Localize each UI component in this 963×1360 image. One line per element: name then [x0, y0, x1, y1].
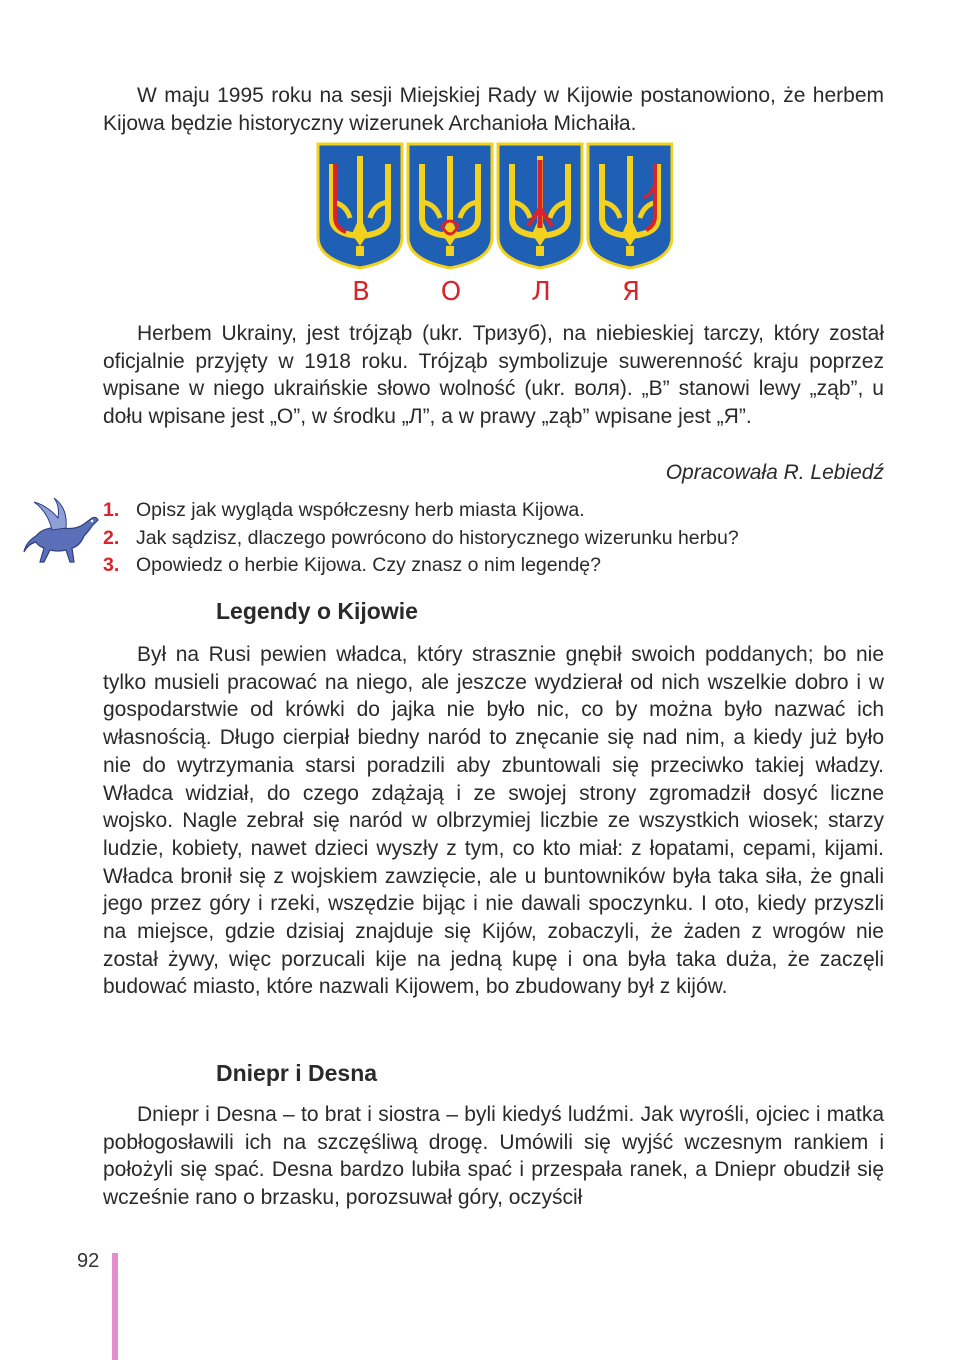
herb-paragraph: Herbem Ukrainy, jest trójząb (ukr. Тризуб), na niebieskiej tarczy, który został oficjalnie przyjęty w 1918 roku. Trójząb symbolizuje suwerenność kraju poprzez wpisane w niego ukraińskie słowo wolność (ukr. воля). „В” stanowi lewy „ząb”, u dołu wpisane jest „О”, w środku „Л”, a w prawy „ząb” wpisane jest „Я”. [103, 322, 884, 429]
ukraine-trident-emblem [313, 140, 673, 308]
section-heading-dniepr: Dniepr i Desna [216, 1060, 378, 1086]
legend-paragraph: Był na Rusi pewien władca, który strasznie gnębił swoich poddanych; bo nie tylko musieli pracować na niego, ale jeszcze wydzierał od nich wszelkie dobro i w gospodarstwie od krówki do jajka nie było nic, co by można było nazwać ich własnością. Długo cierpiał biedny naród to znęcanie się nad nim, a kiedy już było nie do wytrzymania starsi poradzili aby zbuntowali się przeciwko takiej władzy. Władca widział, do czego zdążają i ze swojej strony zgromadził dosyć liczne wojsko. Nagle zebrał się naród w olbrzymiej liczbie ze wszystkich wiosek; starzy ludzie, kobiety, nawet dzieci wyszły z tym, co kto miał: z łopatami, cepami, kijami. Władca bronił się z wojskiem zawzięcie, ale u buntowników była taka siła, że gnali jego przez góry i rzeki, wszędzie bijąc i nie dawali spoczynku. I oto, kiedy przyszli na miejsce, gdzie dzisiaj znajduje się Kijów, zobaczyli, że żaden z wrogów nie został żywy, więc porzucali kije na jedną kupę i ona była taka duża, że zaczęli budować miasto, które nazwali Kijowem, bo zbudowany był z kijów. [103, 643, 884, 999]
emblem-letter-o: О [440, 277, 462, 307]
question-item: 2. Jak sądzisz, dlaczego powrócono do historycznego wizerunku herbu? [103, 526, 739, 549]
emblem-letter-l: Л [531, 277, 551, 307]
question-item: 3. Opowiedz o herbie Kijowa. Czy znasz o nim legendę? [103, 554, 602, 576]
page-number: 92 [77, 1250, 100, 1272]
section-heading-legendy: Legendy o Kijowie [216, 598, 418, 624]
intro-paragraph: W maju 1995 roku na sesji Miejskiej Rady w Kijowie postanowiono, że herbem Kijowa będzie historyczny wizerunek Archanioła Michaiła. [103, 84, 884, 135]
dniepr-paragraph: Dniepr i Desna – to brat i siostra – byli kiedyś ludźmi. Jak wyrośli, ojciec i matka pobłogosławili ich na szczęśliwą drogę. Umówili się wyjść wczesnym rankiem i położyli się spać. Desna bardzo lubiła spać i przespała ranek, a Dniepr obudził się wcześnie rano o brzasku, porozsuwał góry, oczyścił [103, 1103, 884, 1210]
emblem-letter-ya: Я [621, 277, 641, 307]
pegasus-icon [18, 496, 102, 568]
emblem-letter-v: В [352, 277, 370, 307]
page-edge-bar [112, 1253, 118, 1360]
author-signature: Opracowała R. Lebiedź [665, 461, 884, 484]
trident-shields-illustration [313, 140, 673, 308]
question-list [103, 497, 739, 580]
question-item: 1. Opisz jak wygląda współczesny herb miasta Kijowa. [103, 499, 585, 521]
